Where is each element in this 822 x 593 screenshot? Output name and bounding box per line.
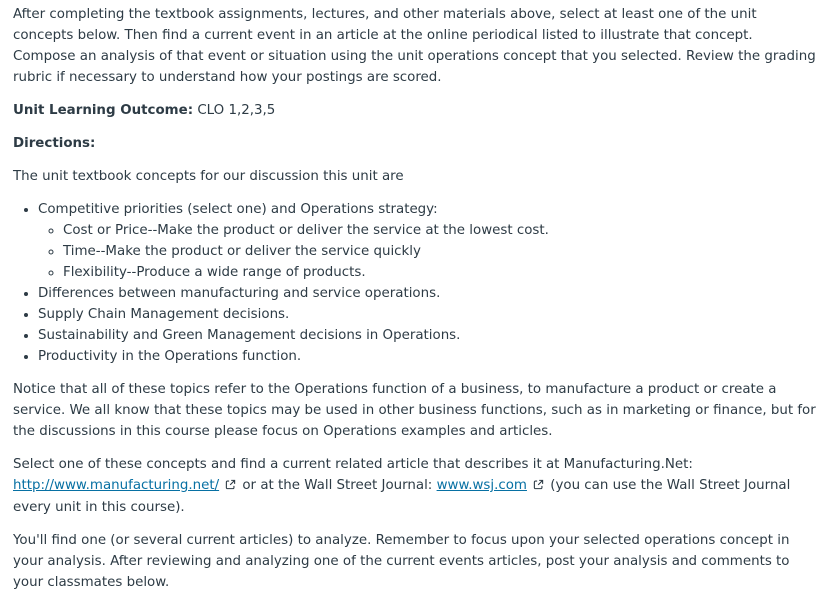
list-item: • Sustainability and Green Management decisions in Operations.	[38, 325, 816, 346]
learning-outcome-value: CLO 1,2,3,5	[193, 103, 276, 118]
select-text-2: or at the Wall Street Journal:	[238, 478, 437, 493]
list-item	[38, 199, 816, 283]
notice-paragraph: Notice that all of these topics refer to the Operations function of a business, to manufacture a product or create a service. We all know that these topics may be used in other business functions, such as in marketing or finance, but for the discussions in this course please focus on Operations examples and articles.	[13, 382, 816, 439]
concepts-intro: The unit textbook concepts for our discussion this unit are	[13, 169, 404, 184]
list-item: ◦ Flexibility--Produce a wide range of products.	[63, 262, 816, 283]
select-text-1: Select one of these concepts and find a current related article that describes it at Manufacturing.Net:	[13, 457, 693, 472]
competitive-priorities-sublist	[38, 220, 816, 283]
intro-paragraph: After completing the textbook assignments, lectures, and other materials above, select at least one of the unit concepts below. Then find a current event in an article at the online periodical listed to illustrate that concept. Compose an analysis of that event or situation using the unit operations concept that you selected. Review the grading rubric if necessary to understand how your postings are scored.	[13, 7, 816, 85]
list-item: • Differences between manufacturing and service operations.	[38, 283, 816, 304]
concept-list	[13, 199, 816, 367]
learning-outcome-label: Unit Learning Outcome:	[13, 103, 194, 118]
directions-heading: Directions:	[13, 136, 96, 151]
list-item: • Productivity in the Operations function.	[38, 346, 816, 367]
list-item: ◦ Cost or Price--Make the product or deliver the service at the lowest cost.	[63, 220, 816, 241]
select-text-3: (you can use the Wall Street Journal every unit in this course).	[13, 478, 791, 515]
select-paragraph	[13, 454, 816, 518]
list-item: • Supply Chain Management decisions.	[38, 304, 816, 325]
external-link-icon[interactable]	[225, 476, 236, 497]
manufacturing-net-link[interactable]: http://www.manufacturing.net/	[13, 478, 220, 493]
list-item: ◦ Time--Make the product or deliver the service quickly	[63, 241, 816, 262]
wsj-link[interactable]: www.wsj.com	[436, 478, 527, 493]
external-link-icon[interactable]	[533, 476, 544, 497]
learning-outcome	[13, 100, 816, 121]
concept-competitive-priorities: Competitive priorities (select one) and Operations strategy:	[38, 202, 438, 217]
final-paragraph: You'll find one (or several current articles) to analyze. Remember to focus upon your selected operations concept in your analysis. After reviewing and analyzing one of the current events articles, post your analysis and comments to your classmates below.	[13, 533, 790, 590]
